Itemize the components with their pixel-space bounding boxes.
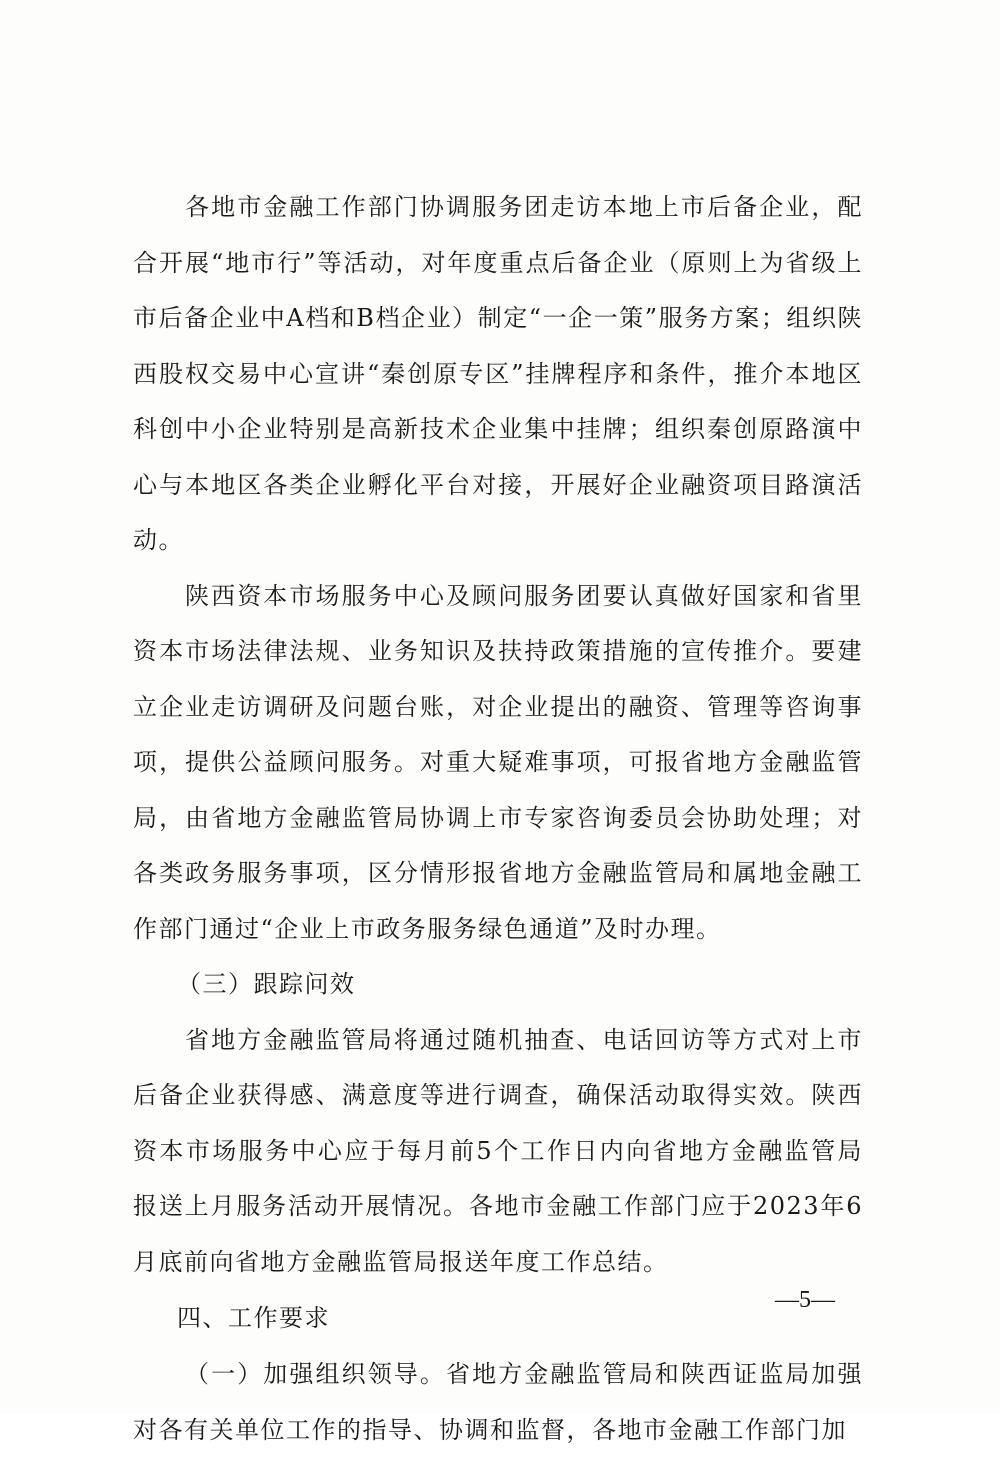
- requirement-text: 省地方金融监管局和陕西证监局加强对各有关单位工作的指导、协调和监督，各地市金融工作部门加: [133, 1360, 863, 1444]
- paragraph-capital-market-service-center: 陕西资本市场服务中心及顾问服务团要认真做好国家和省里资本市场法律法规、业务知识及扶持政策措施的宣传推介。要建立企业走访调研及问题台账，对企业提出的融资、管理等咨询事项，提供公益顾问服务。对重大疑难事项，可报省地方金融监管局，由省地方金融监管局协调上市专家咨询委员会协助处理；对各类政务服务事项，区分情形报省地方金融监管局和属地金融工作部门通过“企业上市政务服务绿色通道”及时办理。: [133, 581, 863, 943]
- paragraph-local-finance-departments: 各地市金融工作部门协调服务团走访本地上市后备企业，配合开展“地市行”等活动，对年度重点后备企业（原则上为省级上市后备企业中A档和B档企业）制定“一企一策”服务方案；组织陕西股权交易中心宣讲“秦创原专区”挂牌程序和条件，推介本地区科创中小企业特别是高新技术企业集中挂牌；组织秦创原路演中心与本地区各类企业孵化平台对接，开展好企业融资项目路演活动。: [133, 193, 863, 554]
- paragraph-organization-leadership: [133, 1347, 863, 1458]
- page-number: —5—: [775, 1287, 835, 1313]
- heading-work-requirements: 四、工作要求: [177, 1304, 330, 1332]
- paragraph-tracking: 省地方金融监管局将通过随机抽查、电话回访等方式对上市后备企业获得感、满意度等进行调查，确保活动取得实效。陕西资本市场服务中心应于每月前5个工作日内向省地方金融监管局报送上月服务活动开展情况。各地市金融工作部门应于2023年6月底前向省地方金融监管局报送年度工作总结。: [133, 1025, 863, 1276]
- subheading-tracking: （三）跟踪问效: [177, 970, 356, 998]
- document-body: [133, 180, 863, 1458]
- requirement-lead-in: （一）加强组织领导。: [185, 1360, 446, 1388]
